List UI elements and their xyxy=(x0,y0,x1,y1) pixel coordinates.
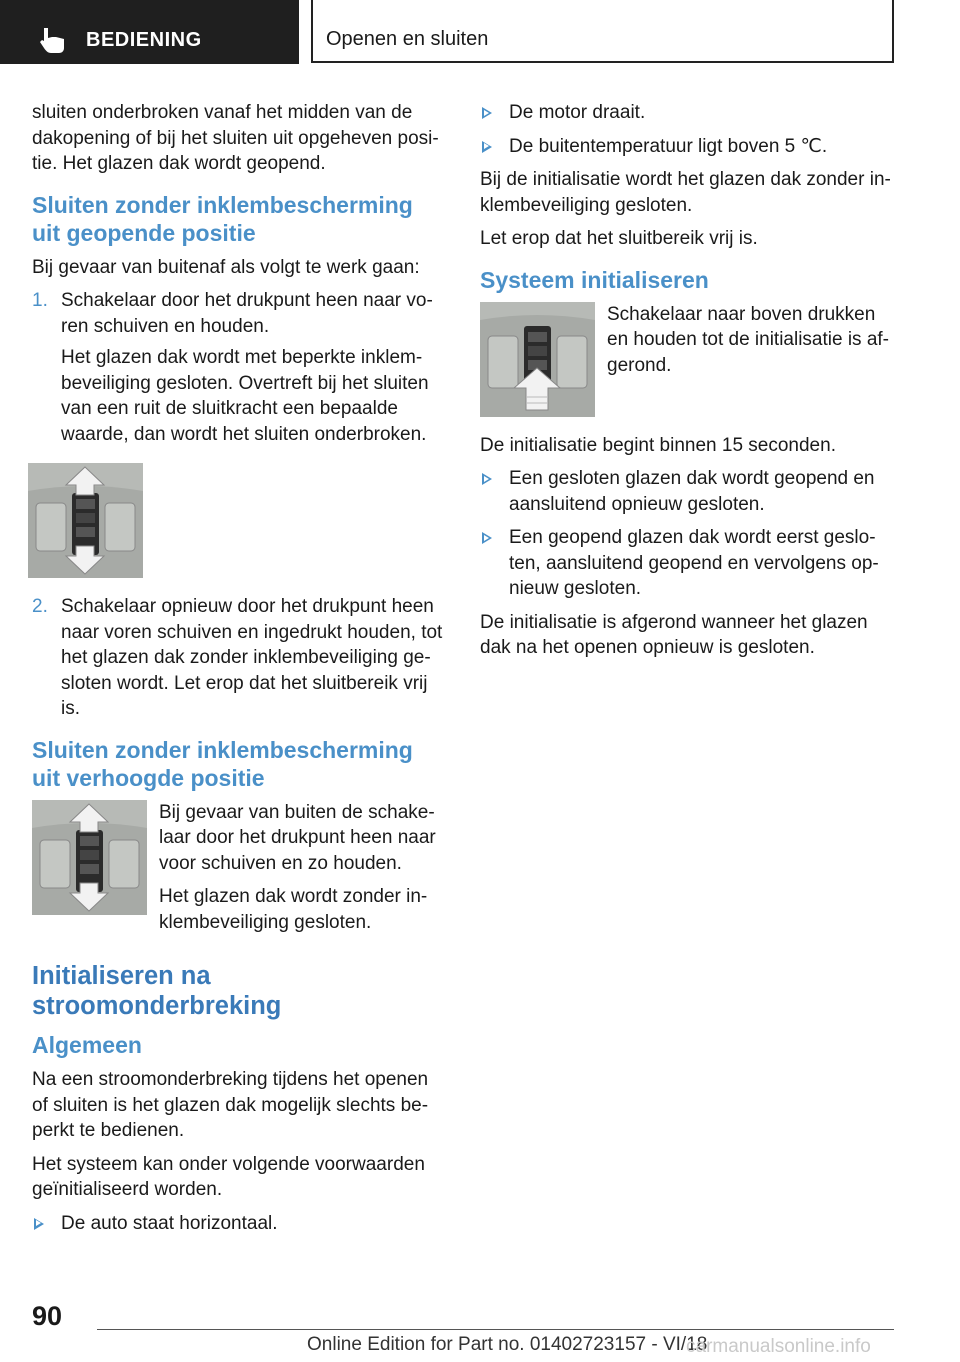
raised-block xyxy=(32,800,447,944)
condition-3 xyxy=(480,134,895,160)
triangle-bullet-icon xyxy=(34,1218,44,1230)
result-1 xyxy=(480,466,895,517)
heading-general: Algemeen xyxy=(32,1032,142,1058)
open-intro-text: Bij gevaar van buitenaf als volgt te werk gaan: xyxy=(32,256,420,278)
init-text-b: Let erop dat het sluitbereik vrij is. xyxy=(480,228,758,249)
done-text: De initialisatie is afgerond wanneer het glazen dak na het openen opnieuw is gesloten. xyxy=(480,611,868,658)
step-2-text: Schakelaar opnieuw door het drukpunt heen naar voren schuiven en ingedrukt houden, tot het glazen dak zonder inklembeveiliging ge-sloten wordt. Let erop dat het sluitbereik vrij is. xyxy=(61,596,443,719)
step-1-text-b: Het glazen dak wordt met beperkte inklem-beveiliging gesloten. Overtreft bij het sluiten van een ruit de sluitkracht een bepaalde waarde, dan wordt het sluiten onderbroken. xyxy=(61,347,429,445)
raised-text xyxy=(159,800,447,944)
footer-divider xyxy=(97,1329,894,1330)
general-text-b: Het systeem kan onder volgende voorwaarden geïnitialiseerd worden. xyxy=(32,1153,425,1200)
condition-3-text: De buitentemperatuur ligt boven 5 ℃. xyxy=(509,135,828,157)
result-2-text: Een geopend glazen dak wordt eerst geslo-ten, aansluitend geopend en vervolgens op-nieuw gesloten. xyxy=(509,527,879,599)
left-column xyxy=(32,100,447,1244)
result-2 xyxy=(480,525,895,602)
roof-switch-up-icon xyxy=(480,302,595,417)
watermark-text: carmanualsonline.info xyxy=(686,1336,871,1357)
condition-1 xyxy=(32,1211,447,1237)
general-text-a: Na een stroomonderbreking tijdens het openen of sluiten is het glazen dak mogelijk slechts be-perkt te bedienen. xyxy=(32,1069,429,1141)
roof-switch-updown-icon xyxy=(32,800,147,915)
heading-initialize: Initialiseren na stroomonderbreking xyxy=(32,962,282,1020)
section-tab xyxy=(0,0,299,64)
result-1-text: Een gesloten glazen dak wordt geopend en aansluitend opnieuw gesloten. xyxy=(509,468,875,515)
system-init-text: Schakelaar naar boven drukken en houden tot de initialisatie is af-gerond. xyxy=(607,303,890,376)
condition-1-text: De auto staat horizontaal. xyxy=(61,1212,278,1234)
heading-raised-position: Sluiten zonder inklembescherming uit verhoogde positie xyxy=(32,736,413,791)
heading-open-position: Sluiten zonder inklembescherming uit geopende positie xyxy=(32,191,413,246)
roof-switch-updown-icon xyxy=(28,463,143,578)
step-1 xyxy=(32,288,447,447)
step-1-text-a: Schakelaar door het drukpunt heen naar vo-ren schuiven en houden. xyxy=(61,290,433,337)
right-column xyxy=(480,100,895,669)
section-label: BEDIENING xyxy=(86,29,202,51)
switch-updown-image xyxy=(28,463,143,578)
triangle-bullet-icon xyxy=(482,141,492,153)
page-number: 90 xyxy=(32,1301,63,1331)
system-init-block xyxy=(480,302,895,417)
step-1-number: 1. xyxy=(32,290,48,311)
edition-text: Online Edition for Part no. 01402723157 - VI/18 xyxy=(307,1334,708,1355)
start-text: De initialisatie begint binnen 15 seconden. xyxy=(480,434,836,456)
chapter-header xyxy=(311,0,894,63)
raised-text-a: Bij gevaar van buiten de schake-laar door het drukpunt heen naar voor schuiven en zo houden. xyxy=(159,801,436,874)
condition-2 xyxy=(480,100,895,126)
hand-pointer-icon xyxy=(38,26,68,54)
condition-2-text: De motor draait. xyxy=(509,102,646,123)
switch-updown-image-2 xyxy=(32,800,147,915)
intro-text: sluiten onderbroken vanaf het midden van de dakopening of bij het sluiten uit opgeheven posi-tie. Het glazen dak wordt geopend. xyxy=(32,102,439,174)
raised-text-b: Het glazen dak wordt zonder in-klembeveiliging gesloten. xyxy=(159,886,428,933)
triangle-bullet-icon xyxy=(482,473,492,485)
triangle-bullet-icon xyxy=(482,532,492,544)
step-2 xyxy=(32,594,447,722)
switch-up-image xyxy=(480,302,595,417)
chapter-title: Openen en sluiten xyxy=(326,28,489,50)
step-2-number: 2. xyxy=(32,596,48,617)
heading-system-init: Systeem initialiseren xyxy=(480,266,709,293)
system-init-text-box xyxy=(607,302,895,387)
triangle-bullet-icon xyxy=(482,107,492,119)
init-text-a: Bij de initialisatie wordt het glazen dak zonder in-klembeveiliging gesloten. xyxy=(480,169,891,216)
